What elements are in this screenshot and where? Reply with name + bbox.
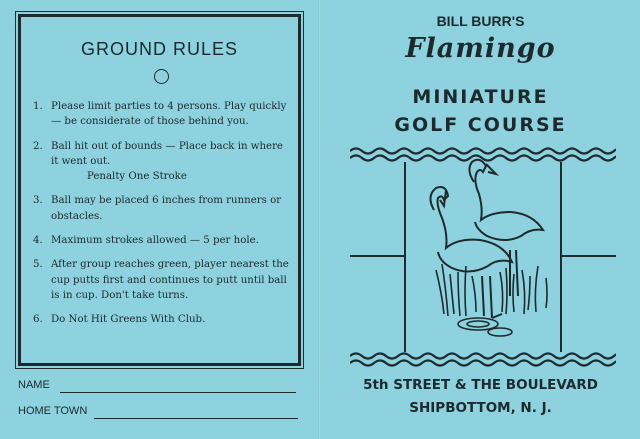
ground-rules-box xyxy=(18,14,301,366)
water-ripples xyxy=(458,318,512,336)
name-field[interactable] xyxy=(18,379,298,395)
circle-ornament-icon xyxy=(154,69,169,84)
brand-line-golf-course: GOLF COURSE xyxy=(394,114,567,136)
flamingo-illustration xyxy=(350,146,616,368)
hometown-line xyxy=(94,418,298,419)
name-label: NAME xyxy=(18,379,50,391)
brand-line-miniature: MINIATURE xyxy=(412,86,549,108)
name-line xyxy=(60,392,296,393)
owner-name: BILL BURR'S xyxy=(436,13,525,29)
rule-item: 4. Maximum strokes allowed — 5 per hole. xyxy=(33,235,259,247)
rule-item: 3. Ball may be placed 6 inches from runners or obstacles. xyxy=(33,195,282,222)
rule-item: 1. Please limit parties to 4 persons. Play quickly — be considerate of those behind you. xyxy=(33,101,287,128)
rule-penalty: Penalty One Stroke xyxy=(87,171,187,183)
ground-rules-title: GROUND RULES xyxy=(80,39,239,59)
wave-bottom xyxy=(350,354,616,366)
brand-script-name: Flamingo xyxy=(405,33,556,64)
rule-item: 2. Ball hit out of bounds — Place back in where it went out. Penalty One Stroke xyxy=(33,139,291,185)
hometown-field[interactable] xyxy=(18,405,300,421)
address-city: SHIPBOTTOM, N. J. xyxy=(409,400,552,416)
rule-item: 5. After group reaches green, player nearest the cup putts first and continues to putt until ball is in cup. Don't take turns. xyxy=(33,259,289,301)
rule-item: 6. Do Not Hit Greens With Club. xyxy=(33,314,206,326)
address-street: 5th STREET & THE BOULEVARD xyxy=(363,377,598,393)
fold-crease xyxy=(318,0,321,439)
hometown-label: HOME TOWN xyxy=(18,405,88,417)
wave-top xyxy=(350,149,616,161)
rule-text: Ball hit out of bounds — Place back in where it went out. xyxy=(51,140,283,167)
rules-list xyxy=(33,99,291,337)
